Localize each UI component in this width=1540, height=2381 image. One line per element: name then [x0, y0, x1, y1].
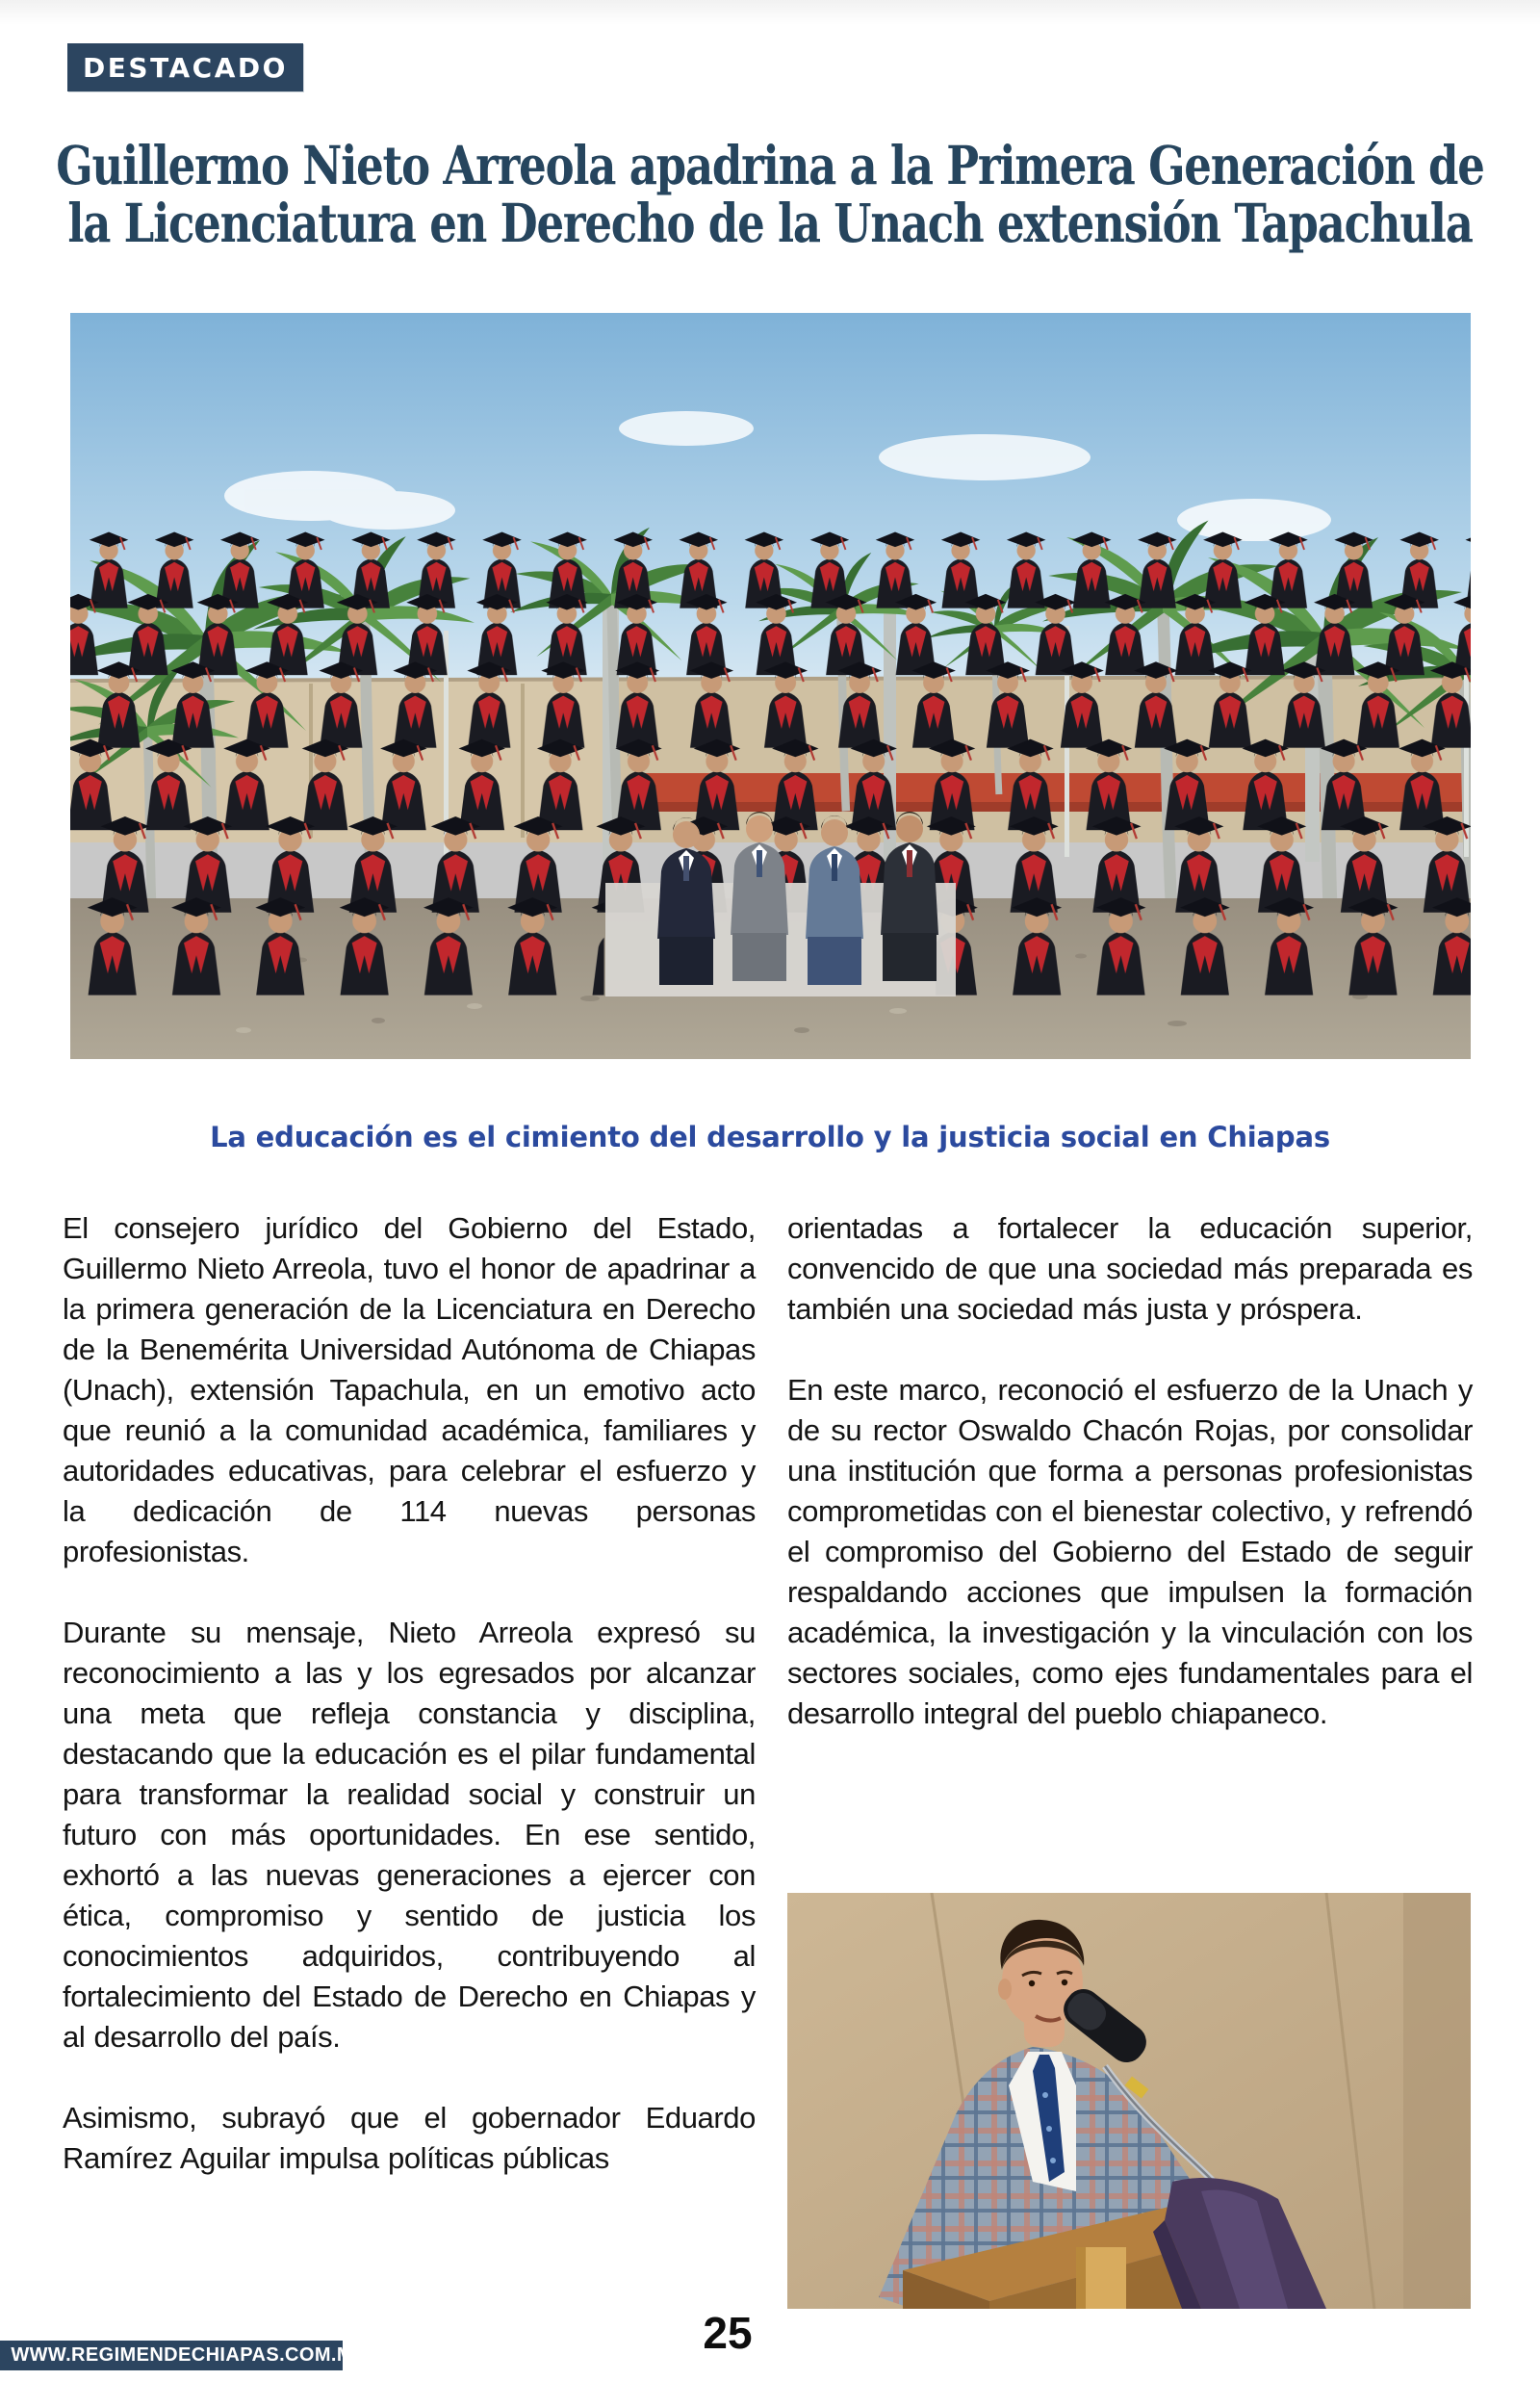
body-column-left: [63, 1208, 756, 2219]
article-subtitle: La educación es el cimiento del desarrollo y la justicia social en Chiapas: [210, 1121, 1330, 1153]
body-column-right: [787, 1208, 1473, 1774]
paragraph: orientadas a fortalecer la educación superior, convencido de que una sociedad más preparada es también una sociedad más justa y próspera.: [787, 1211, 1473, 1326]
footer-bar: [0, 2341, 367, 2370]
podium-photo: [787, 1893, 1471, 2309]
paragraph: Asimismo, subrayó que el gobernador Eduardo Ramírez Aguilar impulsa políticas públicas: [63, 2101, 756, 2175]
paragraph: El consejero jurídico del Gobierno del Estado, Guillermo Nieto Arreola, tuvo el honor de apadrinar a la primera generación de la Licenciatura en Derecho de la Benemérita Universidad Autónoma de Chiapas (Unach), extensión Tapachula, en un emotivo acto que reunió a la comunidad académica, familiares y autoridades educativas, para celebrar el esfuerzo y la dedicación de 114 nuevas personas profesionistas.: [63, 1211, 756, 1568]
footer-url: WWW.REGIMENDECHIAPAS.COM.MX: [11, 2344, 367, 2366]
group-photo: [70, 313, 1471, 1059]
paragraph: Durante su mensaje, Nieto Arreola expresó su reconocimiento a las y los egresados por alcanzar una meta que refleja constancia y disciplina, destacando que la educación es el pilar fundamental para transformar la realidad social y construir un futuro con más oportunidades. En ese sentido, exhortó a las nuevas generaciones a ejercer con ética, compromiso y sentido de justicia los conocimientos adquiridos, contribuyendo al fortalecimiento del Estado de Derecho en Chiapas y al desarrollo del país.: [63, 1616, 756, 2054]
page-number: 25: [703, 2308, 753, 2358]
article-title-line2: la Licenciatura en Derecho de la Unach extensión Tapachula: [67, 193, 1473, 255]
section-badge: DESTACADO: [67, 43, 303, 91]
article-title-line1: Guillermo Nieto Arreola apadrina a la Primera Generación de: [56, 135, 1484, 197]
paragraph: En este marco, reconoció el esfuerzo de la Unach y de su rector Oswaldo Chacón Rojas, por consolidar una institución que forma a personas profesionistas comprometidas con el bienestar colectivo, y refrendó el compromiso del Gobierno del Estado de seguir respaldando acciones que impulsen la formación académica, la investigación y la vinculación con los sectores sociales, como ejes fundamentales para el desarrollo integral del pueblo chiapaneco.: [787, 1373, 1473, 1730]
page-top-edge: [0, 0, 1540, 25]
